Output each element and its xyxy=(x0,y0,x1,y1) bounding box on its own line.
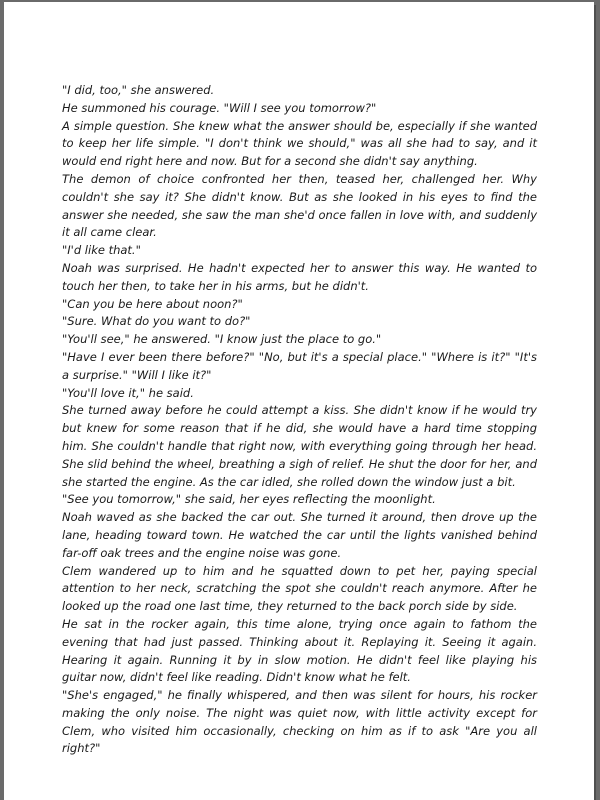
paragraph: Noah was surprised. He hadn't expected her to answer this way. He wanted to touch her then, to take her in his arms, but he didn't. xyxy=(62,260,537,293)
paragraph: Noah waved as she backed the car out. She turned it around, then drove up the lane, heading toward town. He watched the car until the lights vanished behind far-off oak trees and the engine noise was gone. xyxy=(62,510,537,560)
paragraph: "See you tomorrow," she said, her eyes reflecting the moonlight. xyxy=(62,492,436,507)
document-page xyxy=(4,2,594,800)
paragraph: "Sure. What do you want to do?" xyxy=(62,314,251,329)
paragraph: "She's engaged," he finally whispered, and then was silent for hours, his rocker making the only noise. The night was quiet now, with little activity except for Clem, who visited him occasionally, checking on him as if to ask "Are you all right?" xyxy=(62,688,537,756)
body-text xyxy=(62,82,537,758)
paragraph: "Can you be here about noon?" xyxy=(62,296,243,311)
paragraph: "You'll see," he answered. "I know just the place to go." xyxy=(62,332,382,347)
paragraph: "Have I ever been there before?" "No, but it's a special place." "Where is it?" "It's a surprise." "Will I like it?" xyxy=(62,349,537,382)
paragraph: He sat in the rocker again, this time alone, trying once again to fathom the evening that had just passed. Thinking about it. Replaying it. Seeing it again. Hearing it again. Running it by in slow motion. He didn't feel like playing his guitar now, didn't feel like reading. Didn't know what he felt. xyxy=(62,616,537,685)
paragraph: "I'd like that." xyxy=(62,243,141,258)
paragraph: "You'll love it," he said. xyxy=(62,385,194,400)
paragraph: "I did, too," she answered. xyxy=(62,83,215,97)
paragraph: A simple question. She knew what the answer should be, especially if she wanted to keep her life simple. "I don't think we should," was all she had to say, and it would end right here and now. But for a second she didn't say anything. xyxy=(62,118,537,169)
paragraph: The demon of choice confronted her then, teased her, challenged her. Why couldn't she say it? She didn't know. But as she looked in his eyes to find the answer she needed, she saw the man she'd once fallen in love with, and suddenly it all came clear. xyxy=(62,171,537,240)
paragraph: She turned away before he could attempt a kiss. She didn't know if he would try but knew for some reason that if he did, she would have a hard time stopping him. She couldn't handle that right now, with everything going through her head. She slid behind the wheel, breathing a sigh of relief. He shut the door for her, and she started the engine. As the car idled, she rolled down the window just a bit. xyxy=(62,403,537,489)
paragraph: Clem wandered up to him and he squatted down to pet her, paying special attention to her neck, scratching the spot she couldn't reach anymore. After he looked up the road one last time, they returned to the back porch side by side. xyxy=(62,563,537,614)
paragraph: He summoned his courage. "Will I see you tomorrow?" xyxy=(62,100,377,115)
